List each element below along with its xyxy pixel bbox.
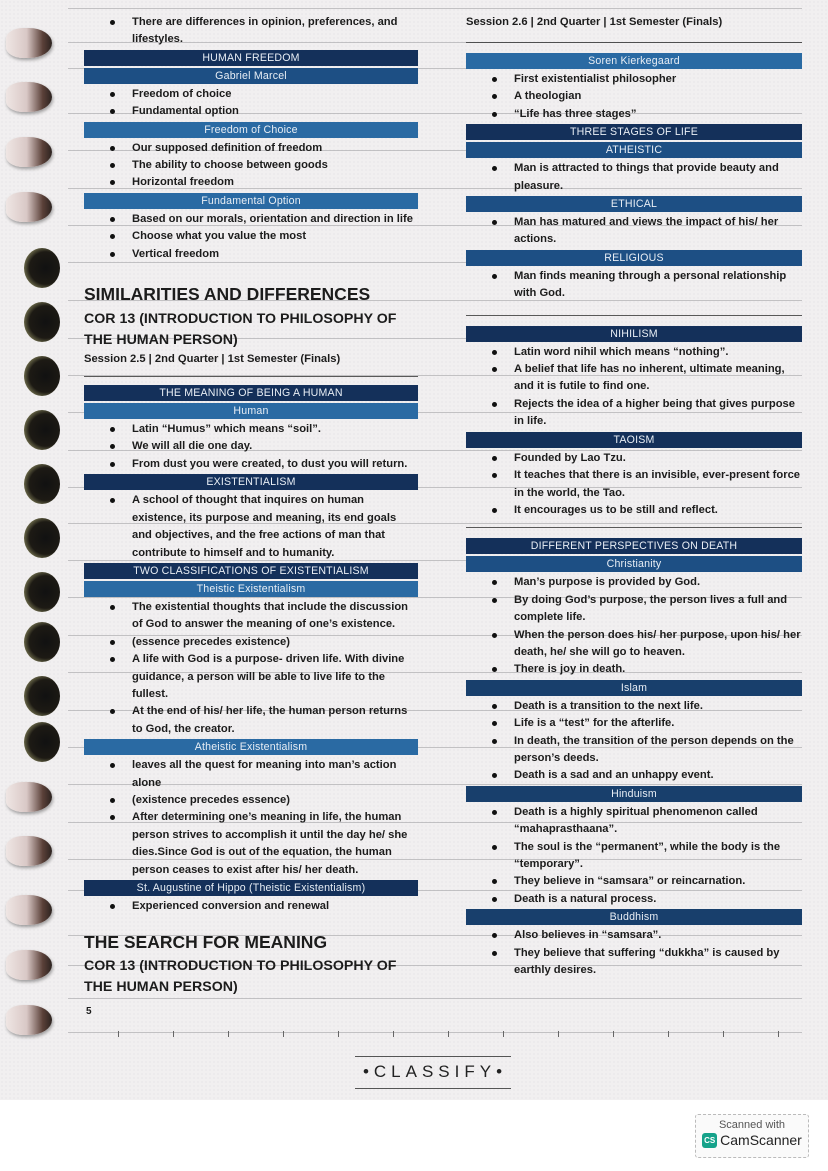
list-item: The existential thoughts that include the discussion of God to answer the meaning of one’s existence. [84, 599, 418, 634]
list-item: Also believes in “samsara”. [466, 927, 802, 944]
session-label: Session 2.6 | 2nd Quarter | 1st Semester (Finals) [466, 16, 723, 28]
list-item: Death is a sad and an unhappy event. [466, 767, 802, 784]
list-item: At the end of his/ her life, the human person returns to God, the creator. [84, 703, 418, 738]
subheader-freedom-of-choice: Freedom of Choice [84, 122, 418, 138]
subheader-gabriel-marcel: Gabriel Marcel [84, 68, 418, 84]
subheader-theistic: Theistic Existentialism [84, 581, 418, 597]
list-item: Vertical freedom [84, 246, 418, 263]
list-item: Death is a transition to the next life. [466, 698, 802, 715]
list-item: (existence precedes essence) [84, 792, 418, 809]
list-item: Latin “Humus” which means “soil”. [84, 421, 418, 438]
subheader-atheistic: Atheistic Existentialism [84, 739, 418, 755]
section-title-search-for-meaning: THE SEARCH FOR MEANING [84, 932, 328, 953]
list-item: In death, the transition of the person depends on the person’s deeds. [466, 733, 802, 768]
list-item: Experienced conversion and renewal [84, 898, 418, 915]
course-title-2: COR 13 (INTRODUCTION TO PHILOSOPHY OF THE HUMAN PERSON) [84, 958, 397, 996]
list-item: Fundamental option [84, 103, 418, 120]
list-item: We will all die one day. [84, 438, 418, 455]
list-item: Founded by Lao Tzu. [466, 450, 802, 467]
section-header-taoism: TAOISM [466, 432, 802, 448]
section-header-existentialism: EXISTENTIALISM [84, 474, 418, 490]
divider [466, 42, 802, 43]
list-item: Choose what you value the most [84, 228, 418, 245]
subheader-atheistic-stage: ATHEISTIC [466, 142, 802, 158]
list-item: Freedom of choice [84, 86, 418, 103]
subheader-hinduism: Hinduism [466, 786, 802, 802]
human-list [84, 421, 418, 473]
section-title-similarities: SIMILARITIES AND DIFFERENCES [84, 284, 371, 305]
kierkegaard-list [466, 71, 802, 123]
list-item: By doing God’s purpose, the person lives a full and complete life. [466, 592, 802, 627]
subheader-human: Human [84, 403, 418, 419]
list-item: A theologian [466, 88, 802, 105]
subheader-religious-stage: RELIGIOUS [466, 250, 802, 266]
brand-rule-bottom [355, 1088, 511, 1089]
list-item: They believe that suffering “dukkha” is caused by earthly desires. [466, 945, 802, 980]
subheader-kierkegaard: Soren Kierkegaard [466, 53, 802, 69]
brand-logo: •CLASSIFY• [362, 1062, 508, 1081]
atheistic-list [84, 757, 418, 879]
list-item: leaves all the quest for meaning into man’s action alone [84, 757, 418, 792]
fundamental-option-list [84, 211, 418, 263]
human-freedom-list [84, 86, 418, 121]
list-item: A life with God is a purpose- driven life. With divine guidance, a person will be able to live life to the fullest. [84, 651, 418, 703]
camscanner-watermark [695, 1114, 809, 1158]
islam-list [466, 698, 802, 785]
list-item: “Life has three stages” [466, 106, 802, 123]
subheader-buddhism: Buddhism [466, 909, 802, 925]
watermark-caption: Scanned with [718, 1119, 786, 1131]
list-item: They believe in “samsara” or reincarnation. [466, 873, 802, 890]
list-item: A belief that life has no inherent, ultimate meaning, and it is futile to find one. [466, 361, 802, 396]
list-item: From dust you were created, to dust you will return. [84, 456, 418, 473]
list-item: (essence precedes existence) [84, 634, 418, 651]
existentialism-list [84, 492, 418, 562]
list-item: Death is a natural process. [466, 891, 802, 908]
list-item: Man has matured and views the impact of his/ her actions. [466, 214, 802, 249]
list-item: A school of thought that inquires on human existence, its purpose and meaning, its end goals and objectives, and the free actions of man that contribute to himself and to humanity. [84, 492, 418, 562]
list-item: After determining one’s meaning in life, the human person strives to accomplish it until the day he/ she dies.Since God is out of the equation, the human person ceases to exist after his/ her death. [84, 809, 418, 879]
list-item: Man’s purpose is provided by God. [466, 574, 802, 591]
hinduism-list [466, 804, 802, 908]
section-header-human-freedom: HUMAN FREEDOM [84, 50, 418, 66]
freedom-of-choice-list [84, 140, 418, 192]
section-header-three-stages: THREE STAGES OF LIFE [466, 124, 802, 140]
list-item: There are differences in opinion, preferences, and lifestyles. [84, 14, 418, 49]
course-title: COR 13 (INTRODUCTION TO PHILOSOPHY OF THE HUMAN PERSON) [84, 311, 397, 349]
left-column [84, 14, 418, 998]
list-item: Horizontal freedom [84, 174, 418, 191]
subheader-st-augustine: St. Augustine of Hippo (Theistic Existentialism) [84, 880, 418, 896]
list-item: Death is a highly spiritual phenomenon called “mahaprasthaana”. [466, 804, 802, 839]
list-item: The soul is the “permanent”, while the body is the “temporary”. [466, 839, 802, 874]
divider [466, 315, 802, 316]
ethical-stage-list [466, 214, 802, 249]
section-header-meaning-of-human: THE MEANING OF BEING A HUMAN [84, 385, 418, 401]
subheader-fundamental-option: Fundamental Option [84, 193, 418, 209]
augustine-list [84, 898, 418, 915]
subheader-christianity: Christianity [466, 556, 802, 572]
list-item: Our supposed definition of freedom [84, 140, 418, 157]
list-item: Rejects the idea of a higher being that gives purpose in life. [466, 396, 802, 431]
brand-rule-top [355, 1056, 511, 1057]
religious-stage-list [466, 268, 802, 303]
subheader-ethical-stage: ETHICAL [466, 196, 802, 212]
list-item: It teaches that there is an invisible, ever-present force in the world, the Tao. [466, 467, 802, 502]
spiral-binding [0, 0, 70, 1060]
camscanner-logo-icon: CS [702, 1133, 717, 1148]
section-header-two-classifications: TWO CLASSIFICATIONS OF EXISTENTIALISM [84, 563, 418, 579]
section-header-nihilism: NIHILISM [466, 326, 802, 342]
christianity-list [466, 574, 802, 678]
watermark-brand: CamScanner [720, 1132, 802, 1148]
page-number: 5 [86, 1006, 92, 1017]
divider [84, 376, 418, 377]
intro-list [84, 14, 418, 49]
right-column [466, 14, 802, 979]
section-header-death: DIFFERENT PERSPECTIVES ON DEATH [466, 538, 802, 554]
list-item: Based on our morals, orientation and direction in life [84, 211, 418, 228]
list-item: Life is a “test” for the afterlife. [466, 715, 802, 732]
list-item: First existentialist philosopher [466, 71, 802, 88]
ruler-ticks [68, 1031, 808, 1039]
list-item: It encourages us to be still and reflect. [466, 502, 802, 519]
list-item: There is joy in death. [466, 661, 802, 678]
list-item: Man is attracted to things that provide beauty and pleasure. [466, 160, 802, 195]
buddhism-list [466, 927, 802, 979]
list-item: Latin word nihil which means “nothing”. [466, 344, 802, 361]
list-item: The ability to choose between goods [84, 157, 418, 174]
theistic-list [84, 599, 418, 738]
list-item: When the person does his/ her purpose, upon his/ her death, he/ she will go to heaven. [466, 627, 802, 662]
divider [466, 527, 802, 528]
list-item: Man finds meaning through a personal relationship with God. [466, 268, 802, 303]
subheader-islam: Islam [466, 680, 802, 696]
nihilism-list [466, 344, 802, 431]
taoism-list [466, 450, 802, 520]
session-label: Session 2.5 | 2nd Quarter | 1st Semester (Finals) [84, 353, 341, 366]
atheistic-stage-list [466, 160, 802, 195]
